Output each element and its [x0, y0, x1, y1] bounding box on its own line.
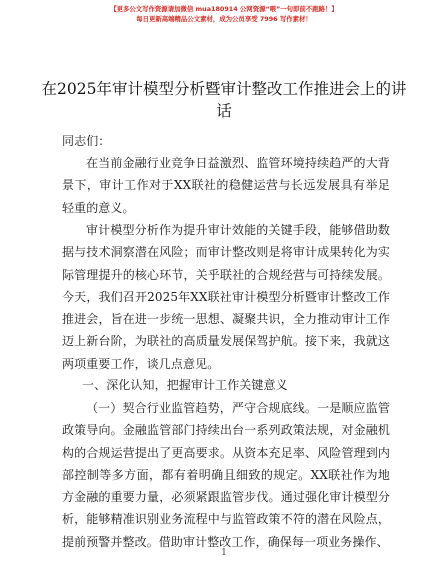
intro-paragraph-1: 在当前金融行业竞争日益激烈、监管环境持续趋严的大背景下，审计工作对于XX联社的稳健运营与长远发展具有举足轻重的意义。	[62, 156, 390, 215]
page-number: 1	[221, 548, 227, 558]
intro-paragraph-2: 审计模型分析作为提升审计效能的关键手段，能够借助数据与技术洞察潜在风险；而审计整改则是将审计成果转化为实际管理提升的核心环节，关乎联社的合规经营与可持续发展。今天，我们召开2025年XX联社审计模型分析暨审计整改工作推进会，旨在进一步统一思想、凝聚共识，全力推动审计工作迈上新台阶，为联社的高质量发展保驾护航。接下来，我就这两项重要工作，谈几点意见。	[62, 223, 390, 371]
greeting: 同志们：	[62, 134, 111, 148]
document-title: 在2025年审计模型分析暨审计整改工作推进会上的讲话	[41, 80, 407, 120]
promo-banner-line-1: 【更多公文写作资源请加微信 mua180914 公网资源“喂”一句即前不跑路！】	[110, 5, 338, 13]
subsection-paragraph: （一）契合行业监管趋势，严守合规底线。一是顺应监管政策导向。金融监管部门持续出台一系列政策法规，对金融机构的合规运营提出了更高要求。从资本充足率、风险管理到内部控制等多方面，都有着明确且细致的规定。XX联社作为地方金融的重要力量，必须紧跟监管步伐。通过强化审计模型分析，能够精准识别业务流程中与监管政策不符的潜在风险点，提前预警并整改。借助审计整改工作，确保每一项业务操作、	[62, 401, 390, 549]
promo-banner-line-2: 每日更新高端精品公文素材，成为公员享受 7996 写作素材！	[136, 15, 312, 23]
section-heading: 一、深化认知，把握审计工作关键意义	[82, 378, 288, 392]
promo-banner	[0, 4, 448, 24]
